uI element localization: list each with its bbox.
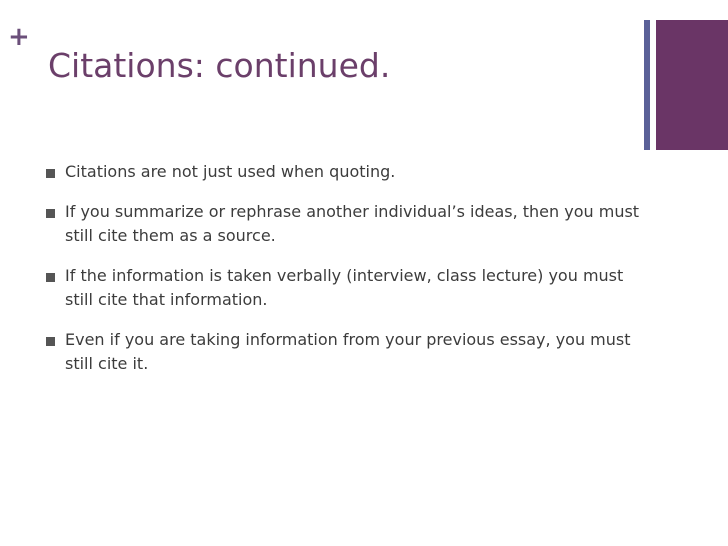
accent-bar-thin — [644, 20, 650, 150]
bullet-text: Citations are not just used when quoting. — [65, 162, 396, 181]
bullet-item — [46, 160, 646, 184]
plus-icon: + — [8, 22, 30, 52]
square-bullet-icon — [46, 337, 55, 346]
bullet-item — [46, 264, 646, 312]
bullet-item — [46, 200, 646, 248]
bullet-list — [46, 160, 646, 392]
bullet-text: If the information is taken verbally (interview, class lecture) you must still cite that information. — [65, 266, 624, 309]
bullet-text: If you summarize or rephrase another individual’s ideas, then you must still cite them as a source. — [65, 202, 640, 245]
slide-title: Citations: continued. — [48, 46, 391, 85]
bullet-item — [46, 328, 646, 376]
square-bullet-icon — [46, 169, 55, 178]
bullet-text: Even if you are taking information from your previous essay, you must still cite it. — [65, 330, 631, 373]
square-bullet-icon — [46, 273, 55, 282]
square-bullet-icon — [46, 209, 55, 218]
accent-bar-wide — [656, 20, 728, 150]
